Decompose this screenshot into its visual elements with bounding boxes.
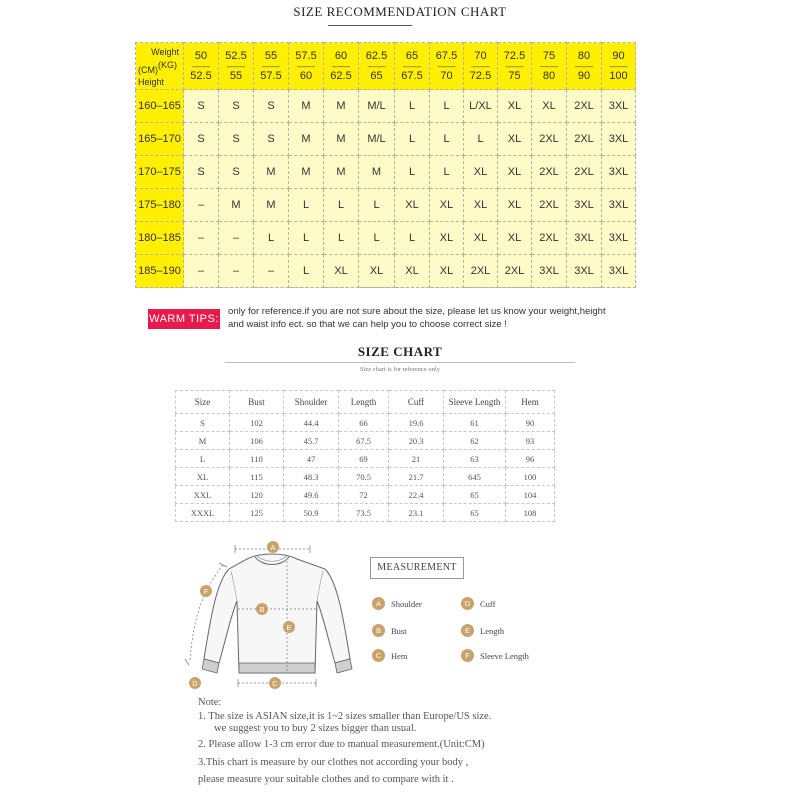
weight-min: 72.5 (503, 50, 526, 62)
size-chart-cell: M (176, 432, 230, 450)
marker-a (267, 541, 279, 553)
size-chart-underline (225, 362, 575, 363)
recommended-size-cell: 3XL (602, 255, 636, 288)
size-chart-cell: XXXL (176, 504, 230, 522)
weight-header-cell (184, 43, 219, 90)
size-chart-subtitle: Size chart is for reference only (360, 366, 440, 373)
size-chart-cell: 47 (284, 450, 339, 468)
recommended-size-cell: 3XL (602, 189, 636, 222)
recommended-size-cell: XL (395, 255, 430, 288)
weight-header-cell (324, 43, 359, 90)
recommended-size-cell: 2XL (567, 123, 602, 156)
weight-range (602, 50, 635, 82)
recommended-size-cell: L (324, 189, 359, 222)
size-chart-cell: L (176, 450, 230, 468)
weight-min: 65 (405, 50, 419, 62)
weight-header-cell (395, 43, 430, 90)
recommended-size-cell: XL (430, 255, 464, 288)
recommended-size-cell: 2XL (498, 255, 532, 288)
recommended-size-cell: – (184, 222, 219, 255)
size-chart-cell: 48.3 (284, 468, 339, 486)
table-row (176, 468, 555, 486)
table-row (176, 486, 555, 504)
recommended-size-cell: L (289, 222, 324, 255)
weight-range-separator: —— (471, 61, 490, 71)
size-chart-cell: 23.1 (389, 504, 444, 522)
size-chart-table (175, 390, 555, 522)
recommended-size-cell: XL (498, 156, 532, 189)
size-chart-cell: 73.5 (339, 504, 389, 522)
weight-range (184, 50, 218, 82)
weight-range-separator: —— (505, 61, 524, 71)
size-chart-cell: 115 (230, 468, 284, 486)
size-chart-cell: XL (176, 468, 230, 486)
recommended-size-cell: L (395, 222, 430, 255)
note-1b: we suggest you to buy 2 sizes bigger than usual. (214, 723, 417, 734)
weight-max: 62.5 (330, 70, 352, 82)
recommendation-row (136, 123, 636, 156)
recommended-size-cell: XL (498, 90, 532, 123)
recommended-size-cell: XL (464, 156, 498, 189)
legend-dot-f: F (461, 649, 474, 662)
recommended-size-cell: 3XL (602, 123, 636, 156)
recommended-size-cell: XL (359, 255, 395, 288)
recommended-size-cell: L (254, 222, 289, 255)
recommendation-title: SIZE RECOMMENDATION CHART (293, 4, 507, 19)
legend-label-hem: Hem (391, 650, 408, 661)
recommended-size-cell: M (359, 156, 395, 189)
legend-dot-b: B (372, 624, 385, 637)
height-range-cell: 185–190 (136, 255, 184, 288)
weight-max: 57.5 (260, 70, 282, 82)
recommended-size-cell: S (219, 156, 254, 189)
weight-label: Weight (151, 47, 179, 57)
recommended-size-cell: S (184, 90, 219, 123)
notes-heading: Note: (198, 697, 222, 708)
weight-max: 90 (577, 70, 591, 82)
weight-min: 60 (334, 50, 348, 62)
legend-item-hem (372, 649, 408, 662)
recommendation-row (136, 189, 636, 222)
weight-range (254, 50, 288, 82)
recommended-size-cell: S (254, 90, 289, 123)
recommended-size-cell: L (359, 222, 395, 255)
recommended-size-cell: 3XL (602, 156, 636, 189)
recommended-size-cell: M/L (359, 123, 395, 156)
measurement-title: MEASUREMENT (370, 557, 464, 579)
size-chart-cell: 50.9 (284, 504, 339, 522)
size-chart-header-row (176, 391, 555, 414)
weight-range (567, 50, 601, 82)
weight-min: 57.5 (295, 50, 317, 62)
table-row (176, 450, 555, 468)
size-chart-cell: 45.7 (284, 432, 339, 450)
legend-item-shoulder (372, 597, 422, 610)
recommendation-row (136, 255, 636, 288)
recommended-size-cell: M/L (359, 90, 395, 123)
size-chart-cell: 49.6 (284, 486, 339, 504)
recommended-size-cell: M (289, 156, 324, 189)
marker-b (256, 603, 268, 615)
recommended-size-cell: XL (498, 123, 532, 156)
weight-max: 75 (508, 70, 521, 82)
size-chart-cell: 72 (339, 486, 389, 504)
marker-a-label: A (270, 543, 276, 552)
recommended-size-cell: S (184, 156, 219, 189)
legend-item-bust (372, 624, 407, 637)
warm-tips-line1: only for reference.if you are not sure about the size, please let us know your weight,height (228, 306, 606, 317)
legend-label-cuff: Cuff (480, 598, 496, 609)
note-2: 2. Please allow 1-3 cm error due to manual measurement.(Unit:CM) (198, 739, 485, 750)
size-chart-cell: 69 (339, 450, 389, 468)
weight-header-cell (567, 43, 602, 90)
recommended-size-cell: XL (464, 189, 498, 222)
weight-max: 72.5 (469, 70, 492, 82)
weight-header-cell (430, 43, 464, 90)
recommended-size-cell: L (430, 123, 464, 156)
legend-item-sleeve-length (461, 649, 529, 662)
weight-header-cell (532, 43, 567, 90)
recommended-size-cell: – (254, 255, 289, 288)
weight-range-separator: —— (367, 61, 386, 71)
weight-min: 80 (577, 50, 591, 62)
marker-f-label: F (203, 587, 209, 596)
weight-range (498, 50, 531, 82)
recommended-size-cell: M (324, 123, 359, 156)
weight-max: 70 (440, 70, 453, 82)
recommended-size-cell: – (219, 222, 254, 255)
sweater-hem-band (239, 663, 315, 673)
recommended-size-cell: XL (395, 189, 430, 222)
recommended-size-cell: L (289, 255, 324, 288)
height-range-cell: 175–180 (136, 189, 184, 222)
recommended-size-cell: XL (430, 189, 464, 222)
recommended-size-cell: XL (498, 189, 532, 222)
recommended-size-cell: – (219, 255, 254, 288)
weight-min: 67.5 (435, 50, 458, 62)
size-chart-cell: 70.5 (339, 468, 389, 486)
recommended-size-cell: 3XL (567, 189, 602, 222)
size-chart-cell: 65 (444, 504, 506, 522)
recommended-size-cell: 2XL (532, 189, 567, 222)
kg-label: (KG) (158, 60, 177, 70)
legend-label-sleeve-length: Sleeve Length (480, 650, 529, 661)
size-chart-cell: S (176, 414, 230, 432)
size-chart-header-cell: Cuff (389, 391, 444, 414)
legend-dot-e: E (461, 624, 474, 637)
weight-header-cell (498, 43, 532, 90)
weight-max: 100 (609, 70, 628, 82)
warm-tips-text (228, 305, 638, 331)
weight-max: 55 (229, 70, 243, 82)
weight-range (359, 50, 394, 82)
warm-tips-line2: and waist info ect. so that we can help you to choose correct size ! (228, 319, 507, 330)
weight-header-cell (219, 43, 254, 90)
legend-label-bust: Bust (391, 625, 407, 636)
weight-min: 90 (612, 50, 625, 62)
size-chart-cell: 100 (506, 468, 555, 486)
weight-range (289, 50, 323, 82)
size-chart-cell: 110 (230, 450, 284, 468)
size-chart-cell: 108 (506, 504, 555, 522)
recommended-size-cell: L (359, 189, 395, 222)
weight-range-separator: —— (192, 61, 210, 71)
recommended-size-cell: 3XL (567, 255, 602, 288)
size-chart-title: SIZE CHART (357, 344, 443, 359)
legend-item-cuff (461, 597, 495, 610)
recommended-size-cell: M (254, 156, 289, 189)
sweater-outline (204, 554, 350, 673)
weight-min: 62.5 (365, 50, 388, 62)
recommended-size-cell: L (430, 156, 464, 189)
weight-range (532, 50, 566, 82)
weight-range (464, 50, 497, 82)
recommended-size-cell: XL (430, 222, 464, 255)
size-chart-cell: 20.3 (389, 432, 444, 450)
recommendation-row (136, 156, 636, 189)
legend-label-length: Length (480, 625, 505, 636)
weight-min: 70 (474, 50, 487, 62)
recommended-size-cell: 2XL (567, 90, 602, 123)
size-chart-header-cell: Hem (506, 391, 555, 414)
weight-range-separator: —— (437, 61, 456, 71)
recommended-size-cell: XL (324, 255, 359, 288)
legend-dot-d: D (461, 597, 474, 610)
recommended-size-cell: – (184, 189, 219, 222)
weight-range-separator: —— (262, 61, 280, 71)
height-range-cell: 160–165 (136, 90, 184, 123)
recommended-size-cell: – (184, 255, 219, 288)
recommended-size-cell: M (324, 90, 359, 123)
weight-header-cell (464, 43, 498, 90)
recommended-size-cell: L (395, 156, 430, 189)
recommendation-row (136, 222, 636, 255)
recommended-size-cell: M (289, 90, 324, 123)
height-range-cell: 180–185 (136, 222, 184, 255)
weight-min: 50 (194, 50, 208, 62)
table-row (176, 432, 555, 450)
recommendation-row (136, 90, 636, 123)
weight-max: 67.5 (401, 70, 423, 82)
size-chart-cell: 44.4 (284, 414, 339, 432)
recommended-size-cell: XL (532, 90, 567, 123)
recommended-size-cell: S (254, 123, 289, 156)
size-chart-cell: 66 (339, 414, 389, 432)
recommended-size-cell: 2XL (567, 156, 602, 189)
size-chart-cell: 21 (389, 450, 444, 468)
sweater-diagram (175, 535, 365, 695)
recommended-size-cell: M (289, 123, 324, 156)
weight-header-cell (359, 43, 395, 90)
note-1a: 1. The size is ASIAN size,it is 1~2 sizes smaller than Europe/US size. (198, 711, 492, 722)
weight-range-separator: —— (540, 61, 558, 71)
size-chart-cell: 63 (444, 450, 506, 468)
note-3b: please measure your suitable clothes and to compare with it . (198, 774, 454, 785)
table-row (176, 414, 555, 432)
weight-min: 55 (264, 50, 278, 62)
warm-tips-badge: WARM TIPS: (148, 309, 220, 329)
size-chart-cell: 102 (230, 414, 284, 432)
recommended-size-cell: L (430, 90, 464, 123)
weight-range-separator: —— (609, 61, 628, 71)
corner-header-cell (136, 43, 184, 90)
size-chart-cell: 67.5 (339, 432, 389, 450)
weight-range (324, 50, 358, 82)
weight-range (395, 50, 429, 82)
size-chart-header-cell: Length (339, 391, 389, 414)
size-chart-cell: 61 (444, 414, 506, 432)
note-3a: 3.This chart is measure by our clothes not according your body , (198, 757, 469, 768)
weight-max: 80 (542, 70, 556, 82)
legend-label-shoulder: Shoulder (391, 598, 422, 609)
size-chart-cell: 22.4 (389, 486, 444, 504)
size-chart-cell: 120 (230, 486, 284, 504)
size-chart-cell: 125 (230, 504, 284, 522)
recommended-size-cell: 2XL (464, 255, 498, 288)
size-chart-cell: 96 (506, 450, 555, 468)
weight-min: 52.5 (225, 50, 247, 62)
height-label: Height (138, 77, 165, 87)
size-chart-header-cell: Size (176, 391, 230, 414)
recommended-size-cell: 3XL (602, 90, 636, 123)
marker-e (283, 621, 295, 633)
size-chart-header-cell: Bust (230, 391, 284, 414)
recommended-size-cell: S (184, 123, 219, 156)
marker-c (269, 677, 281, 689)
recommended-size-cell: M (254, 189, 289, 222)
size-chart-cell: 106 (230, 432, 284, 450)
weight-header-cell (289, 43, 324, 90)
weight-max: 65 (370, 70, 383, 82)
recommended-size-cell: L (324, 222, 359, 255)
size-recommendation-table (135, 42, 636, 288)
marker-e-label: E (286, 623, 292, 632)
size-chart-cell: 104 (506, 486, 555, 504)
legend-item-length (461, 624, 504, 637)
weight-range (219, 50, 253, 82)
marker-d (189, 677, 201, 689)
size-chart-cell: 21.7 (389, 468, 444, 486)
recommended-size-cell: 3XL (532, 255, 567, 288)
height-range-cell: 170–175 (136, 156, 184, 189)
weight-range (430, 50, 463, 82)
size-chart-cell: XXL (176, 486, 230, 504)
size-chart-cell: 19.6 (389, 414, 444, 432)
marker-c-label: C (272, 679, 278, 688)
weight-range-separator: —— (332, 61, 350, 71)
table-dashed-border (135, 287, 630, 288)
weight-range-separator: —— (403, 61, 421, 71)
weight-range-separator: —— (227, 61, 245, 71)
recommended-size-cell: M (219, 189, 254, 222)
recommended-size-cell: 2XL (532, 222, 567, 255)
marker-d-label: D (192, 679, 198, 688)
recommended-size-cell: L (395, 123, 430, 156)
title-underline (328, 25, 412, 26)
weight-min: 75 (542, 50, 556, 62)
size-chart-cell: 645 (444, 468, 506, 486)
recommended-size-cell: XL (464, 222, 498, 255)
size-chart-header-cell: Sleeve Length (444, 391, 506, 414)
marker-b-label: B (259, 605, 265, 614)
recommended-size-cell: S (219, 123, 254, 156)
recommended-size-cell: 3XL (602, 222, 636, 255)
recommended-size-cell: S (219, 90, 254, 123)
weight-max: 52.5 (190, 70, 212, 82)
recommended-size-cell: M (324, 156, 359, 189)
legend-dot-c: C (372, 649, 385, 662)
weight-header-cell (254, 43, 289, 90)
recommended-size-cell: 2XL (532, 156, 567, 189)
size-chart-header-cell: Shoulder (284, 391, 339, 414)
recommended-size-cell: L (395, 90, 430, 123)
size-chart-cell: 93 (506, 432, 555, 450)
recommended-size-cell: L/XL (464, 90, 498, 123)
marker-f (200, 585, 212, 597)
weight-range-separator: —— (575, 61, 593, 71)
size-chart-cell: 90 (506, 414, 555, 432)
size-chart-cell: 62 (444, 432, 506, 450)
weight-range-separator: —— (297, 61, 315, 71)
weight-header-cell (602, 43, 636, 90)
height-range-cell: 165–170 (136, 123, 184, 156)
size-chart-cell: 65 (444, 486, 506, 504)
recommended-size-cell: L (464, 123, 498, 156)
table-row (176, 504, 555, 522)
cm-label: (CM) (138, 65, 158, 75)
legend-dot-a: A (372, 597, 385, 610)
weight-max: 60 (299, 70, 313, 82)
recommended-size-cell: 2XL (532, 123, 567, 156)
recommended-size-cell: XL (498, 222, 532, 255)
recommended-size-cell: 3XL (567, 222, 602, 255)
recommended-size-cell: L (289, 189, 324, 222)
